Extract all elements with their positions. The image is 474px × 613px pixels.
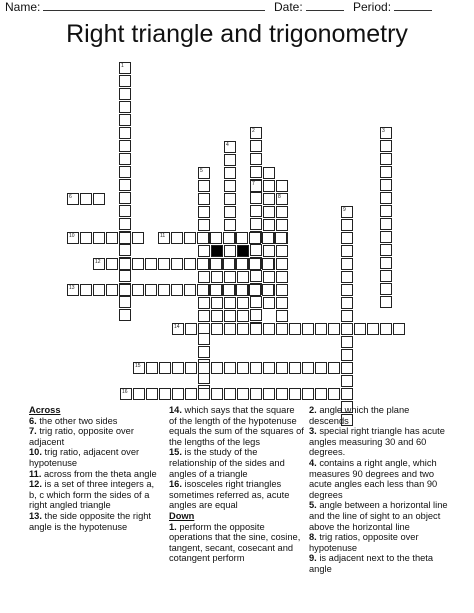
grid-cell[interactable]: [119, 244, 131, 256]
grid-cell[interactable]: [263, 245, 275, 257]
grid-number: 2: [252, 128, 255, 134]
grid-cell[interactable]: [341, 388, 353, 400]
grid-cell[interactable]: [250, 362, 262, 374]
grid-cell[interactable]: [80, 193, 92, 205]
grid-cell[interactable]: [276, 219, 288, 231]
grid-cell[interactable]: [119, 296, 131, 308]
grid-cell[interactable]: [250, 192, 262, 204]
grid-cell[interactable]: [276, 362, 288, 374]
grid-cell[interactable]: [236, 258, 248, 270]
clue-text: is adjacent next to the theta angle: [309, 553, 434, 574]
clue-number: 7.: [29, 426, 37, 437]
page-title: Right triangle and trigonometry: [66, 20, 408, 48]
clue-item: [29, 447, 164, 468]
date-label: Date:: [274, 0, 303, 14]
grid-cell[interactable]: [119, 75, 131, 87]
grid-cell[interactable]: [132, 284, 144, 296]
grid-number: 11: [160, 233, 166, 239]
grid-cell[interactable]: [302, 362, 314, 374]
grid-cell[interactable]: [119, 101, 131, 113]
grid-cell[interactable]: [341, 336, 353, 348]
grid-cell[interactable]: [380, 218, 392, 230]
grid-cell[interactable]: [159, 362, 171, 374]
grid-cell[interactable]: [236, 232, 248, 244]
grid-cell[interactable]: [380, 153, 392, 165]
grid-cell[interactable]: [380, 140, 392, 152]
grid-cell[interactable]: [262, 284, 274, 296]
grid-cell[interactable]: [223, 232, 235, 244]
clue-text: angle between a horizontal line and the line of sight to an object above the horizontal line: [309, 500, 448, 532]
grid-cell[interactable]: [211, 245, 223, 257]
grid-cell[interactable]: [133, 388, 145, 400]
name-label: Name:: [5, 0, 41, 14]
grid-cell[interactable]: [237, 310, 249, 322]
grid-number: 6: [69, 194, 72, 200]
grid-cell[interactable]: [380, 257, 392, 269]
grid-cell[interactable]: [263, 271, 275, 283]
grid-number: 12: [95, 259, 101, 265]
clue-number: 12.: [29, 479, 42, 490]
grid-cell[interactable]: [237, 297, 249, 309]
grid-cell[interactable]: [198, 388, 210, 400]
clue-item: [169, 405, 304, 447]
across-heading: Across: [29, 405, 61, 415]
grid-cell[interactable]: [93, 193, 105, 205]
grid-cell[interactable]: [224, 388, 236, 400]
grid-cell[interactable]: [119, 88, 131, 100]
grid-cell[interactable]: [198, 310, 210, 322]
grid-cell[interactable]: [119, 166, 131, 178]
grid-cell[interactable]: [250, 309, 262, 321]
grid-cell[interactable]: [262, 258, 274, 270]
grid-cell[interactable]: [211, 362, 223, 374]
grid-cell[interactable]: [276, 271, 288, 283]
grid-cell[interactable]: [315, 323, 327, 335]
clues-column-1: [29, 405, 164, 532]
grid-cell[interactable]: [302, 323, 314, 335]
grid-cell[interactable]: [263, 297, 275, 309]
grid-number: 8: [278, 194, 281, 200]
grid-cell[interactable]: [211, 388, 223, 400]
grid-cell[interactable]: [380, 283, 392, 295]
grid-cell[interactable]: [341, 323, 353, 335]
grid-cell[interactable]: [119, 127, 131, 139]
grid-cell[interactable]: [224, 193, 236, 205]
grid-cell[interactable]: [198, 180, 210, 192]
grid-cell[interactable]: [276, 284, 288, 296]
grid-cell[interactable]: [276, 206, 288, 218]
grid-number: 15: [135, 363, 141, 369]
clue-item: [29, 479, 164, 511]
clue-item: [169, 522, 304, 564]
grid-cell[interactable]: [263, 193, 275, 205]
clue-item: [29, 511, 164, 532]
grid-cell[interactable]: [224, 271, 236, 283]
grid-cell[interactable]: [380, 205, 392, 217]
grid-cell[interactable]: [380, 166, 392, 178]
grid-cell[interactable]: [145, 284, 157, 296]
grid-cell[interactable]: [198, 333, 210, 345]
grid-cell[interactable]: [341, 258, 353, 270]
grid-cell[interactable]: [263, 206, 275, 218]
grid-cell[interactable]: [185, 388, 197, 400]
grid-cell[interactable]: [315, 362, 327, 374]
grid-cell[interactable]: [237, 323, 249, 335]
clue-number: 5.: [309, 500, 317, 511]
grid-cell[interactable]: [80, 284, 92, 296]
grid-number: 9: [343, 207, 346, 213]
grid-cell[interactable]: [210, 284, 222, 296]
clue-text: the side opposite the right angle is the hypotenuse: [29, 510, 151, 532]
clue-text: trig ratio, adjacent over hypotenuse: [29, 447, 140, 468]
grid-number: 3: [382, 128, 385, 134]
grid-cell[interactable]: [250, 388, 262, 400]
grid-cell[interactable]: [171, 258, 183, 270]
grid-cell[interactable]: [93, 232, 105, 244]
grid-cell[interactable]: [276, 258, 288, 270]
grid-cell[interactable]: [224, 167, 236, 179]
clue-number: 13.: [29, 510, 42, 521]
grid-cell[interactable]: [198, 206, 210, 218]
grid-cell[interactable]: [197, 232, 209, 244]
grid-cell[interactable]: [145, 258, 157, 270]
grid-number: 16: [122, 389, 128, 395]
grid-cell[interactable]: [224, 323, 236, 335]
grid-cell[interactable]: [119, 270, 131, 282]
grid-cell[interactable]: [224, 180, 236, 192]
grid-cell[interactable]: [198, 346, 210, 358]
grid-cell[interactable]: [250, 218, 262, 230]
grid-cell[interactable]: [171, 232, 183, 244]
grid-cell[interactable]: [224, 362, 236, 374]
grid-number: 14: [174, 324, 180, 330]
grid-cell[interactable]: [380, 270, 392, 282]
grid-cell[interactable]: [289, 323, 301, 335]
grid-cell[interactable]: [224, 219, 236, 231]
clue-number: 8.: [309, 532, 317, 543]
grid-cell[interactable]: [224, 297, 236, 309]
down-heading: Down: [169, 510, 195, 521]
clue-text: is the study of the relationship of the sides and angles of a triangle: [169, 447, 285, 479]
grid-cell[interactable]: [224, 206, 236, 218]
grid-cell[interactable]: [211, 323, 223, 335]
clue-text: trig ratios, opposite over hypotenuse: [309, 532, 419, 553]
grid-cell[interactable]: [276, 310, 288, 322]
grid-cell[interactable]: [185, 362, 197, 374]
grid-cell[interactable]: [119, 153, 131, 165]
grid-cell[interactable]: [210, 258, 222, 270]
period-label: Period:: [353, 0, 392, 14]
grid-cell[interactable]: [198, 245, 210, 257]
clue-item: [309, 405, 449, 426]
grid-cell[interactable]: [250, 140, 262, 152]
clue-number: 10.: [29, 447, 42, 458]
grid-cell[interactable]: [289, 388, 301, 400]
grid-cell[interactable]: [236, 284, 248, 296]
grid-cell[interactable]: [354, 323, 366, 335]
grid-cell[interactable]: [263, 180, 275, 192]
grid-cell[interactable]: [275, 232, 287, 244]
grid-cell[interactable]: [119, 309, 131, 321]
grid-cell[interactable]: [132, 232, 144, 244]
grid-cell[interactable]: [341, 310, 353, 322]
grid-cell[interactable]: [197, 258, 209, 270]
grid-cell[interactable]: [93, 284, 105, 296]
clue-text: which says that the square of the length of the hypotenuse equals the sum of the squares of the lengths of the legs: [169, 405, 304, 447]
grid-cell[interactable]: [289, 362, 301, 374]
grid-cell[interactable]: [132, 258, 144, 270]
clue-number: 1.: [169, 521, 177, 532]
grid-cell[interactable]: [197, 284, 209, 296]
grid-number: 13: [69, 285, 75, 291]
grid-cell[interactable]: [224, 154, 236, 166]
grid-cell[interactable]: [250, 323, 262, 335]
grid-cell[interactable]: [263, 388, 275, 400]
clue-number: 9.: [309, 553, 317, 564]
grid-cell[interactable]: [250, 153, 262, 165]
clue-text: perform the opposite operations that the sine, cosine, tangent, secant, cosecant and cotangent perform: [169, 521, 301, 564]
grid-cell[interactable]: [380, 231, 392, 243]
grid-cell[interactable]: [211, 271, 223, 283]
clue-item: [309, 553, 449, 574]
grid-cell[interactable]: [106, 284, 118, 296]
grid-number: 5: [200, 168, 203, 174]
grid-cell[interactable]: [263, 167, 275, 179]
grid-cell[interactable]: [198, 297, 210, 309]
grid-cell[interactable]: [237, 271, 249, 283]
grid-cell[interactable]: [341, 284, 353, 296]
grid-cell[interactable]: [341, 375, 353, 387]
grid-cell[interactable]: [276, 297, 288, 309]
grid-cell[interactable]: [172, 388, 184, 400]
clue-text: is a set of three integers a, b, c which form the sides of a right angled triangle: [29, 479, 155, 511]
grid-cell[interactable]: [250, 296, 262, 308]
grid-cell[interactable]: [184, 284, 196, 296]
grid-cell[interactable]: [119, 232, 131, 244]
grid-cell[interactable]: [341, 219, 353, 231]
clue-item: [309, 500, 449, 532]
grid-cell[interactable]: [250, 166, 262, 178]
grid-cell[interactable]: [119, 140, 131, 152]
grid-cell[interactable]: [302, 388, 314, 400]
grid-cell[interactable]: [146, 362, 158, 374]
grid-cell[interactable]: [198, 271, 210, 283]
grid-cell[interactable]: [276, 245, 288, 257]
grid-cell[interactable]: [393, 323, 405, 335]
grid-cell[interactable]: [380, 192, 392, 204]
grid-cell[interactable]: [328, 362, 340, 374]
clue-number: 11.: [29, 468, 42, 479]
grid-cell[interactable]: [263, 362, 275, 374]
grid-cell[interactable]: [184, 232, 196, 244]
grid-cell[interactable]: [106, 232, 118, 244]
clue-number: 14.: [169, 405, 182, 415]
grid-cell[interactable]: [341, 271, 353, 283]
clue-number: 4.: [309, 457, 317, 468]
grid-cell[interactable]: [198, 193, 210, 205]
grid-cell[interactable]: [211, 297, 223, 309]
grid-cell[interactable]: [380, 296, 392, 308]
clue-item: [29, 469, 164, 480]
grid-cell[interactable]: [262, 232, 274, 244]
grid-cell[interactable]: [237, 362, 249, 374]
clue-item: [309, 532, 449, 553]
grid-cell[interactable]: [210, 232, 222, 244]
clue-text: special right triangle has acute angles measuring 30 and 60 degrees.: [309, 426, 445, 458]
clue-number: 16.: [169, 479, 182, 490]
grid-cell[interactable]: [224, 310, 236, 322]
grid-cell[interactable]: [80, 232, 92, 244]
grid-cell[interactable]: [276, 388, 288, 400]
grid-cell[interactable]: [276, 180, 288, 192]
grid-cell[interactable]: [249, 232, 261, 244]
grid-cell[interactable]: [223, 284, 235, 296]
clue-text: across from the theta angle: [41, 468, 157, 479]
grid-cell[interactable]: [367, 323, 379, 335]
grid-cell[interactable]: [237, 388, 249, 400]
grid-number: 4: [226, 142, 229, 148]
grid-cell[interactable]: [341, 297, 353, 309]
clue-item: [169, 479, 304, 511]
clue-item: [29, 416, 164, 427]
clue-item: [29, 426, 164, 447]
grid-cell[interactable]: [263, 323, 275, 335]
grid-cell[interactable]: [119, 179, 131, 191]
grid-cell[interactable]: [250, 270, 262, 282]
clue-number: 2.: [309, 405, 317, 415]
clue-item: [309, 426, 449, 458]
grid-cell[interactable]: [276, 323, 288, 335]
grid-cell[interactable]: [119, 258, 131, 270]
grid-cell[interactable]: [380, 323, 392, 335]
grid-cell[interactable]: [158, 258, 170, 270]
clues-column-2: [169, 405, 304, 564]
clue-text: the other two sides: [36, 415, 118, 426]
clues-column-3: [309, 405, 449, 575]
grid-cell[interactable]: [106, 258, 118, 270]
clue-text: contains a right angle, which measures 90 degrees and two acute angles each less than 90 degrees: [309, 457, 438, 500]
grid-cell[interactable]: [263, 219, 275, 231]
grid-cell[interactable]: [328, 323, 340, 335]
grid-cell[interactable]: [380, 244, 392, 256]
grid-number: 10: [69, 233, 75, 239]
grid-cell[interactable]: [328, 388, 340, 400]
grid-cell[interactable]: [198, 219, 210, 231]
grid-cell[interactable]: [250, 244, 262, 256]
grid-cell[interactable]: [198, 362, 210, 374]
clue-text: angle which the plane descends: [309, 405, 410, 426]
grid-cell[interactable]: [184, 258, 196, 270]
grid-cell[interactable]: [237, 245, 249, 257]
grid-cell[interactable]: [119, 114, 131, 126]
clue-number: 6.: [29, 415, 37, 426]
clue-number: 15.: [169, 447, 182, 458]
grid-cell[interactable]: [185, 323, 197, 335]
clue-text: isosceles right triangles sometimes referred as, acute angles are equal: [169, 479, 290, 511]
grid-cell[interactable]: [119, 218, 131, 230]
grid-number: 1: [121, 63, 124, 69]
grid-cell[interactable]: [341, 362, 353, 374]
grid-cell[interactable]: [250, 205, 262, 217]
grid-cell[interactable]: [159, 388, 171, 400]
grid-cell[interactable]: [341, 245, 353, 257]
grid-number: 7: [252, 181, 255, 187]
clue-text: trig ratio, opposite over adjacent: [29, 426, 134, 447]
grid-cell[interactable]: [315, 388, 327, 400]
grid-cell[interactable]: [249, 284, 261, 296]
grid-cell[interactable]: [119, 284, 131, 296]
grid-cell[interactable]: [341, 232, 353, 244]
grid-cell[interactable]: [224, 245, 236, 257]
grid-cell[interactable]: [211, 310, 223, 322]
grid-cell[interactable]: [171, 284, 183, 296]
grid-cell[interactable]: [119, 205, 131, 217]
grid-cell[interactable]: [172, 362, 184, 374]
clue-number: 3.: [309, 426, 317, 437]
grid-cell[interactable]: [380, 179, 392, 191]
grid-cell[interactable]: [249, 258, 261, 270]
clue-item: [169, 447, 304, 479]
grid-cell[interactable]: [146, 388, 158, 400]
grid-cell[interactable]: [158, 284, 170, 296]
clue-item: [309, 458, 449, 500]
grid-cell[interactable]: [119, 192, 131, 204]
grid-cell[interactable]: [341, 349, 353, 361]
grid-cell[interactable]: [223, 258, 235, 270]
